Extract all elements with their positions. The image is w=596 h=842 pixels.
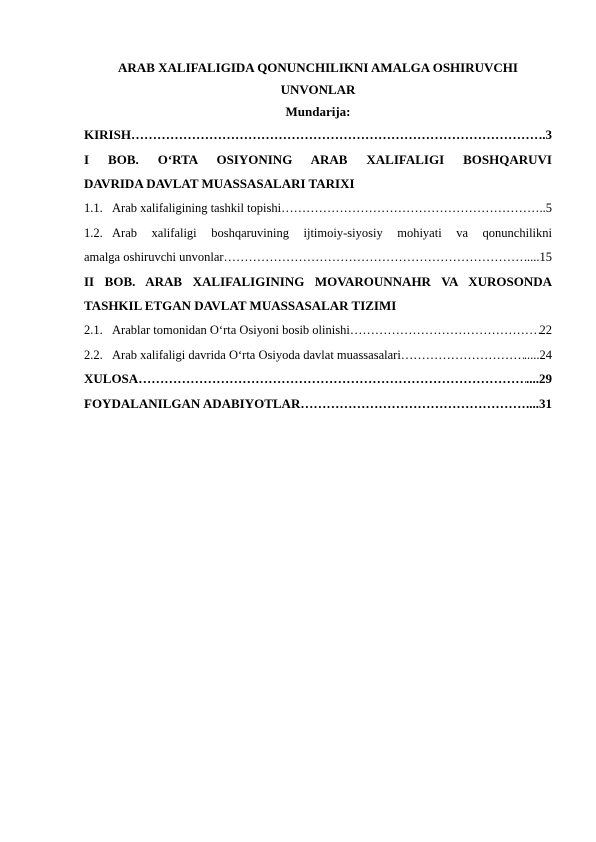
toc-section-1-2-line1[interactable] [84,225,552,241]
toc-entry-adabiyotlar[interactable] [84,396,552,412]
dot-leader [350,322,540,338]
toc-entry-page: ....15 [527,250,552,264]
toc-section-1-2-line2[interactable] [84,249,552,265]
toc-section-1-1[interactable] [84,200,552,216]
dot-leader [131,127,542,143]
toc-entry-label: Arab xalifaligi boshqaruvining ijtimoiy-siyosiy mohiyati va qonunchilikni [112,226,552,240]
toc-entry-page: ..5 [539,201,552,215]
toc-section-number: 2.2. [84,348,103,362]
toc-chapter-1-line2[interactable]: DAVRIDA DAVLAT MUASSASALARI TARIXI [84,176,355,191]
document-title-line1: ARAB XALIFALIGIDA QONUNCHILIKNI AMALGA OSHIRUVCHI [118,60,518,75]
toc-chapter-2-line2[interactable]: TASHKIL ETGAN DAVLAT MUASSASALAR TIZIMI [84,298,397,313]
toc-entry-page: .3 [542,127,552,142]
toc-entry-label: Arab xalifaligining tashkil topishi [112,201,282,215]
toc-entry-kirish[interactable] [84,127,552,143]
toc-entry-xulosa[interactable] [84,371,552,387]
toc-entry-label: Arablar tomonidan O‘rta Osiyoni bosib olinishi [112,323,350,337]
toc-entry-label: amalga oshiruvchi unvonlar [84,250,224,264]
toc-section-number: 2.1. [84,323,103,337]
contents-heading: Mundarija: [285,104,351,119]
toc-entry-label: KIRISH [84,127,131,142]
toc-entry-page: ....29 [526,371,552,386]
dot-leader [401,347,524,363]
toc-chapter-2-line1[interactable]: II BOB. ARAB XALIFALIGINING MOVAROUNNAHR VA XUROSONDA [84,274,552,289]
toc-section-number: 1.1. [84,201,103,215]
toc-chapter-1-line1[interactable]: I BOB. O‘RTA OSIYONING ARAB XALIFALIGI BOSHQARUVI [84,152,552,167]
dot-leader [224,249,527,265]
toc-entry-label: FOYDALANILGAN ADABIYOTLAR [84,396,301,411]
toc-entry-page: .....24 [523,348,552,362]
toc-section-number: 1.2. [84,226,103,240]
toc-section-2-2[interactable] [84,347,552,363]
toc-entry-label: Arab xalifaligi davrida O‘rta Osiyoda davlat muassasalari [112,348,401,362]
toc-entry-label: XULOSA [84,371,139,386]
document-title-line2: UNVONLAR [280,82,356,97]
dot-leader [138,371,526,387]
toc-entry-page: ....31 [526,396,552,411]
dot-leader [281,200,539,216]
toc-section-2-1[interactable] [84,322,552,338]
toc-entry-page: 22 [539,323,552,337]
dot-leader [300,396,526,412]
